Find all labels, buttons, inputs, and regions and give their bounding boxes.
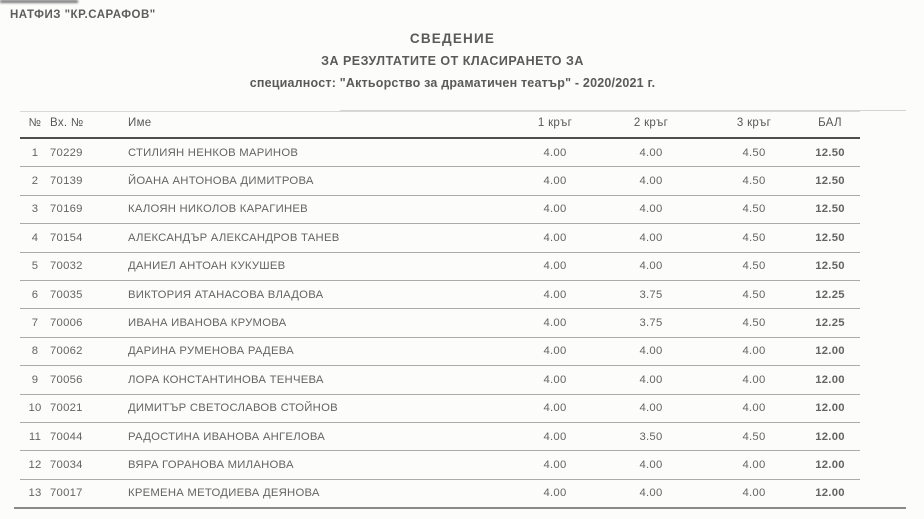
institution-name: НАТФИЗ "КР.САРАФОВ" [10,9,156,21]
cell-total: 12.50 [800,195,860,223]
table-row [20,479,860,507]
table-row [20,252,860,280]
cell-entry_no: 70062 [50,337,128,365]
cell-total: 12.50 [800,224,860,252]
speciality-line: специалност: "Актьорство за драматичен театър" - 2020/2021 г. [249,76,656,90]
document-subtitle: ЗА РЕЗУЛТАТИТЕ ОТ КЛАСИРАНЕТО ЗА [321,54,584,68]
cell-entry_no: 70017 [50,479,128,507]
cell-round2: 3.75 [594,280,708,308]
cell-name: ЙОАНА АНТОНОВА ДИМИТРОВА [128,167,516,195]
column-header-round1: 1 кръг [516,112,594,139]
table-row [20,280,860,308]
cell-name: РАДОСТИНА ИВАНОВА АНГЕЛОВА [128,422,516,450]
cell-entry_no: 70139 [50,167,128,195]
cell-round2: 4.00 [594,252,708,280]
cell-name: ДИМИТЪР СВЕТОСЛАВОВ СТОЙНОВ [128,394,516,422]
cell-round2: 4.00 [594,451,708,479]
cell-round3: 4.50 [708,138,800,167]
table-row [20,394,860,422]
cell-entry_no: 70034 [50,451,128,479]
cell-total: 12.25 [800,280,860,308]
cell-name: ДАНИЕЛ АНТОАН КУКУШЕВ [128,252,516,280]
table-row [20,422,860,450]
table-row [20,309,860,337]
cell-round3: 4.00 [708,479,800,507]
cell-round1: 4.00 [516,309,594,337]
cell-name: ЛОРА КОНСТАНТИНОВА ТЕНЧЕВА [128,366,516,394]
cell-round1: 4.00 [516,280,594,308]
column-header-entry_no: Вх. № [50,112,128,139]
table-row [20,337,860,365]
cell-name: ВИКТОРИЯ АТАНАСОВА ВЛАДОВА [128,280,516,308]
cell-num: 6 [20,280,50,308]
column-header-total: БАЛ [800,112,860,139]
cell-name: СТИЛИЯН НЕНКОВ МАРИНОВ [128,138,516,167]
cell-round2: 4.00 [594,224,708,252]
cell-round3: 4.50 [708,252,800,280]
cell-entry_no: 70035 [50,280,128,308]
cell-round3: 4.50 [708,422,800,450]
table-header-row [20,112,860,139]
cell-round1: 4.00 [516,479,594,507]
cell-num: 3 [20,195,50,223]
table-row [20,195,860,223]
cell-total: 12.50 [800,167,860,195]
cell-num: 11 [20,422,50,450]
cell-entry_no: 70006 [50,309,128,337]
cell-num: 2 [20,167,50,195]
column-header-round3: 3 кръг [708,112,800,139]
cell-name: КРЕМЕНА МЕТОДИЕВА ДЕЯНОВА [128,479,516,507]
table-body [20,138,860,508]
cell-round1: 4.00 [516,422,594,450]
cell-round2: 4.00 [594,138,708,167]
cell-round2: 4.00 [594,479,708,507]
cell-name: КАЛОЯН НИКОЛОВ КАРАГИНЕВ [128,195,516,223]
cell-round1: 4.00 [516,138,594,167]
cell-round3: 4.00 [708,451,800,479]
cell-round2: 3.50 [594,422,708,450]
cell-name: ИВАНА ИВАНОВА КРУМОВА [128,309,516,337]
cell-total: 12.25 [800,309,860,337]
column-header-name: Име [128,112,516,139]
cell-round2: 3.75 [594,309,708,337]
cell-round1: 4.00 [516,224,594,252]
cell-entry_no: 70229 [50,138,128,167]
cell-entry_no: 70056 [50,366,128,394]
scan-edge-artifact [14,507,906,509]
cell-round3: 4.50 [708,167,800,195]
cell-round2: 4.00 [594,394,708,422]
cell-num: 5 [20,252,50,280]
column-header-num: № [20,112,50,139]
cell-entry_no: 70032 [50,252,128,280]
cell-round2: 4.00 [594,195,708,223]
cell-round3: 4.50 [708,309,800,337]
cell-round1: 4.00 [516,451,594,479]
cell-round3: 4.00 [708,394,800,422]
cell-name: ДАРИНА РУМЕНОВА РАДЕВА [128,337,516,365]
cell-total: 12.50 [800,252,860,280]
scan-artifact-top [0,0,78,3]
cell-round3: 4.00 [708,337,800,365]
cell-total: 12.00 [800,422,860,450]
cell-total: 12.50 [800,138,860,167]
cell-round2: 4.00 [594,337,708,365]
cell-round3: 4.50 [708,280,800,308]
cell-round1: 4.00 [516,366,594,394]
table-row [20,138,860,167]
cell-num: 10 [20,394,50,422]
cell-entry_no: 70044 [50,422,128,450]
cell-num: 4 [20,224,50,252]
cell-num: 7 [20,309,50,337]
cell-num: 9 [20,366,50,394]
cell-total: 12.00 [800,451,860,479]
cell-total: 12.00 [800,366,860,394]
cell-round3: 4.00 [708,366,800,394]
table-head [20,112,860,139]
results-table [20,111,860,508]
document-header [0,31,905,90]
cell-round3: 4.50 [708,195,800,223]
cell-round1: 4.00 [516,195,594,223]
table-row [20,224,860,252]
cell-num: 12 [20,451,50,479]
cell-entry_no: 70154 [50,224,128,252]
table-row [20,366,860,394]
table-row [20,451,860,479]
cell-name: ВЯРА ГОРАНОВА МИЛАНОВА [128,451,516,479]
cell-round3: 4.50 [708,224,800,252]
cell-entry_no: 70021 [50,394,128,422]
cell-round1: 4.00 [516,337,594,365]
cell-num: 1 [20,138,50,167]
table-row [20,167,860,195]
cell-entry_no: 70169 [50,195,128,223]
cell-total: 12.00 [800,479,860,507]
cell-round2: 4.00 [594,366,708,394]
document-title: СВЕДЕНИЕ [409,31,496,46]
column-header-round2: 2 кръг [594,112,708,139]
cell-round1: 4.00 [516,167,594,195]
cell-name: АЛЕКСАНДЪР АЛЕКСАНДРОВ ТАНЕВ [128,224,516,252]
cell-total: 12.00 [800,394,860,422]
cell-total: 12.00 [800,337,860,365]
cell-round1: 4.00 [516,394,594,422]
cell-round1: 4.00 [516,252,594,280]
cell-num: 8 [20,337,50,365]
cell-round2: 4.00 [594,167,708,195]
cell-num: 13 [20,479,50,507]
